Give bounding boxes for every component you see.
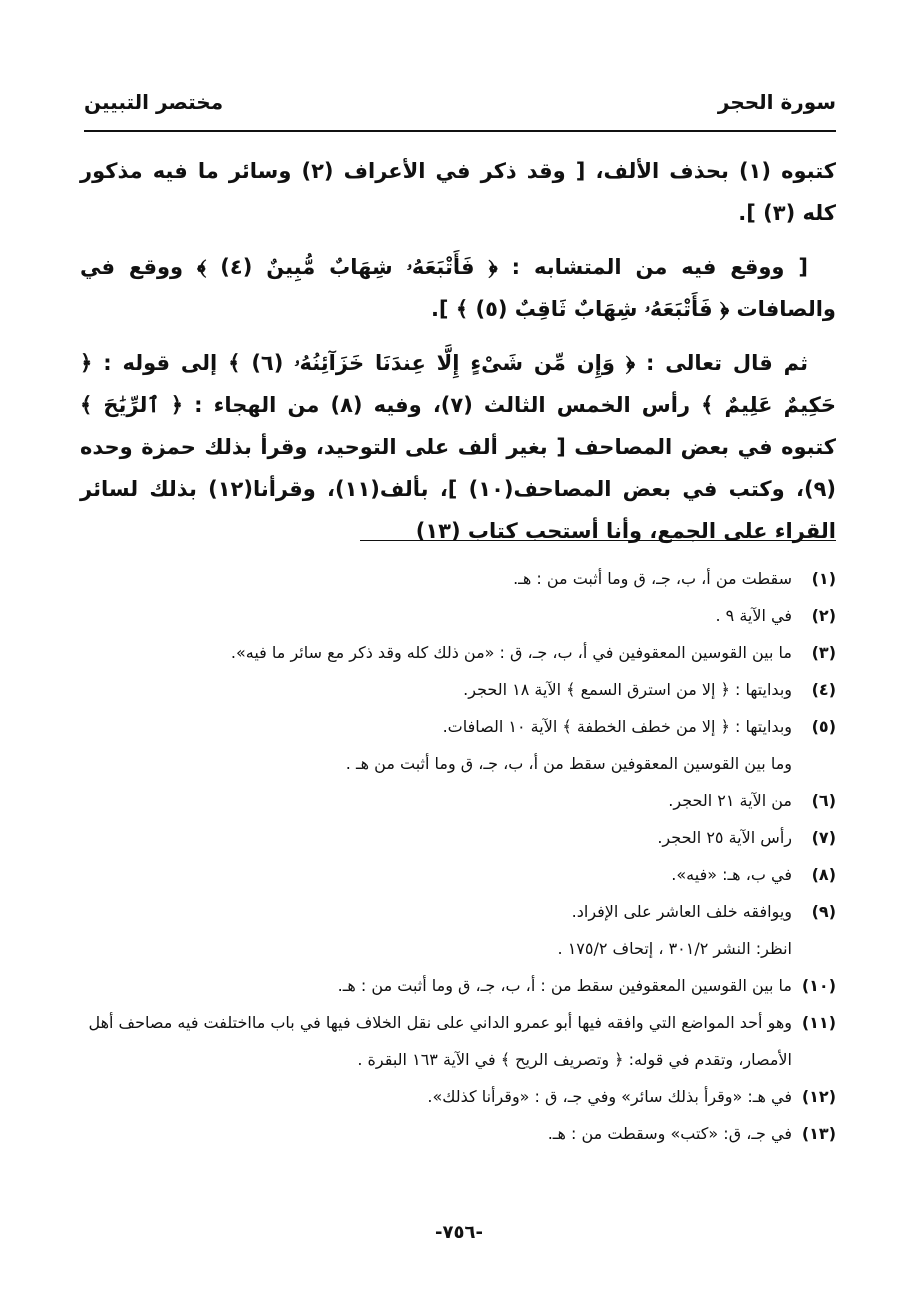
footnote bbox=[80, 1078, 836, 1115]
footnote-number: (١) bbox=[811, 569, 836, 588]
footnote bbox=[80, 597, 836, 634]
footnote bbox=[80, 967, 836, 1004]
footnote bbox=[80, 560, 836, 597]
footnote-number: (١٠) bbox=[801, 976, 836, 995]
footnote-text: ما بين القوسين المعقوفين في أ، ب، جـ، ق : «من ذلك كله وقد ذكر مع سائر ما فيه». bbox=[230, 643, 792, 662]
book-title: مختصر التبيين bbox=[84, 90, 224, 114]
footnote-text: سقطت من أ، ب، جـ، ق وما أثبت من : هـ. bbox=[513, 569, 792, 588]
footnote bbox=[80, 708, 836, 745]
footnote bbox=[80, 1115, 836, 1152]
footnote-text: ما بين القوسين المعقوفين سقط من : أ، ب، جـ، ق وما أثبت من : هـ. bbox=[337, 976, 792, 995]
footnote-text: من الآية ٢١ الحجر. bbox=[668, 791, 792, 810]
running-header bbox=[84, 82, 836, 122]
footnote bbox=[80, 1004, 836, 1078]
footnote-number: (٤) bbox=[811, 680, 836, 699]
paragraph: [ ووقع فيه من المتشابه : ﴿ فَأَتْبَعَهُۥ شِهَابٌ مُّبِينٌ (٤) ﴾ ووقع في والصافات ﴿ فَأَتْبَعَهُۥ شِهَابٌ ثَاقِبٌ (٥) ﴾ ]. bbox=[80, 255, 836, 321]
footnote-number: (٣) bbox=[811, 643, 836, 662]
footnote bbox=[80, 819, 836, 856]
footnote-rule bbox=[360, 540, 836, 541]
footnote bbox=[80, 671, 836, 708]
footnote-number: (٢) bbox=[811, 606, 836, 625]
footnote-text: وبدايتها : ﴿ إلا من خطف الخطفة ﴾ الآية ١٠ الصافات. bbox=[442, 717, 792, 736]
footnote-number: (١١) bbox=[801, 1013, 836, 1032]
footnote-number: (٧) bbox=[811, 828, 836, 847]
footnote-text: وهو أحد المواضع التي وافقه فيها أبو عمرو الداني على نقل الخلاف فيها في باب مااختلفت فيه مصاحف أهل الأمصار، وتقدم في قوله: ﴿ وتصريف الريح ﴾ في الآية ١٦٣ البقرة . bbox=[88, 1013, 792, 1069]
footnote-number: (١٢) bbox=[801, 1087, 836, 1106]
paragraph: كتبوه (١) بحذف الألف، [ وقد ذكر في الأعراف (٢) وسائر ما فيه مذكور كله (٣) ]. bbox=[80, 159, 836, 225]
footnotes bbox=[80, 560, 836, 1152]
footnote bbox=[80, 856, 836, 893]
footnote bbox=[80, 893, 836, 930]
footnote-number: (٨) bbox=[811, 865, 836, 884]
footnote-continuation: انظر: النشر ٣٠١/٢ ، إتحاف ١٧٥/٢ . bbox=[557, 939, 792, 958]
surah-title: سورة الحجر bbox=[717, 90, 836, 114]
footnote bbox=[80, 634, 836, 671]
footnote bbox=[80, 782, 836, 819]
footnote-number: (١٣) bbox=[801, 1124, 836, 1143]
footnote-text: رأس الآية ٢٥ الحجر. bbox=[657, 828, 792, 847]
paragraph: ثم قال تعالى : ﴿ وَإِن مِّن شَىْءٍ إِلَّا عِندَنَا خَزَآئِنُهُۥ (٦) ﴾ إلى قوله : ﴿ حَكِيمٌ عَلِيمٌ ﴾ رأس الخمس الثالث (٧)، وفيه (٨) من الهجاء : ﴿ ٱلرِّيَٰحَ ﴾ كتبوه في بعض المصاحف [ بغير ألف على التوحيد، وقرأ بذلك حمزة وحده (٩)، وكتب في بعض المصاحف(١٠) ]، بألف(١١)، وقرأنا(١٢) بذلك لسائر القراء على الجمع، وأنا أستحب كتاب (١٣) bbox=[80, 351, 836, 543]
footnote-text: في هـ: «وقرأ بذلك سائر» وفي جـ، ق : «وقرأنا كذلك». bbox=[427, 1087, 792, 1106]
footnote-text: وبدايتها : ﴿ إلا من استرق السمع ﴾ الآية ١٨ الحجر. bbox=[463, 680, 792, 699]
footnote-number: (٦) bbox=[811, 791, 836, 810]
footnote-continuation: وما بين القوسين المعقوفين سقط من أ، ب، جـ، ق وما أثبت من هـ . bbox=[345, 754, 792, 773]
footnote-text: في جـ، ق: «كتب» وسقطت من : هـ. bbox=[547, 1124, 792, 1143]
header-rule bbox=[84, 130, 836, 132]
main-text bbox=[80, 150, 836, 564]
footnote-text: في الآية ٩ . bbox=[715, 606, 792, 625]
footnote-text: ويوافقه خلف العاشر على الإفراد. bbox=[571, 902, 792, 921]
footnote-number: (٥) bbox=[811, 717, 836, 736]
footnote-text: في ب، هـ: «فيه». bbox=[671, 865, 792, 884]
page-number: -٧٥٦- bbox=[435, 1222, 483, 1243]
footnote-number: (٩) bbox=[811, 902, 836, 921]
